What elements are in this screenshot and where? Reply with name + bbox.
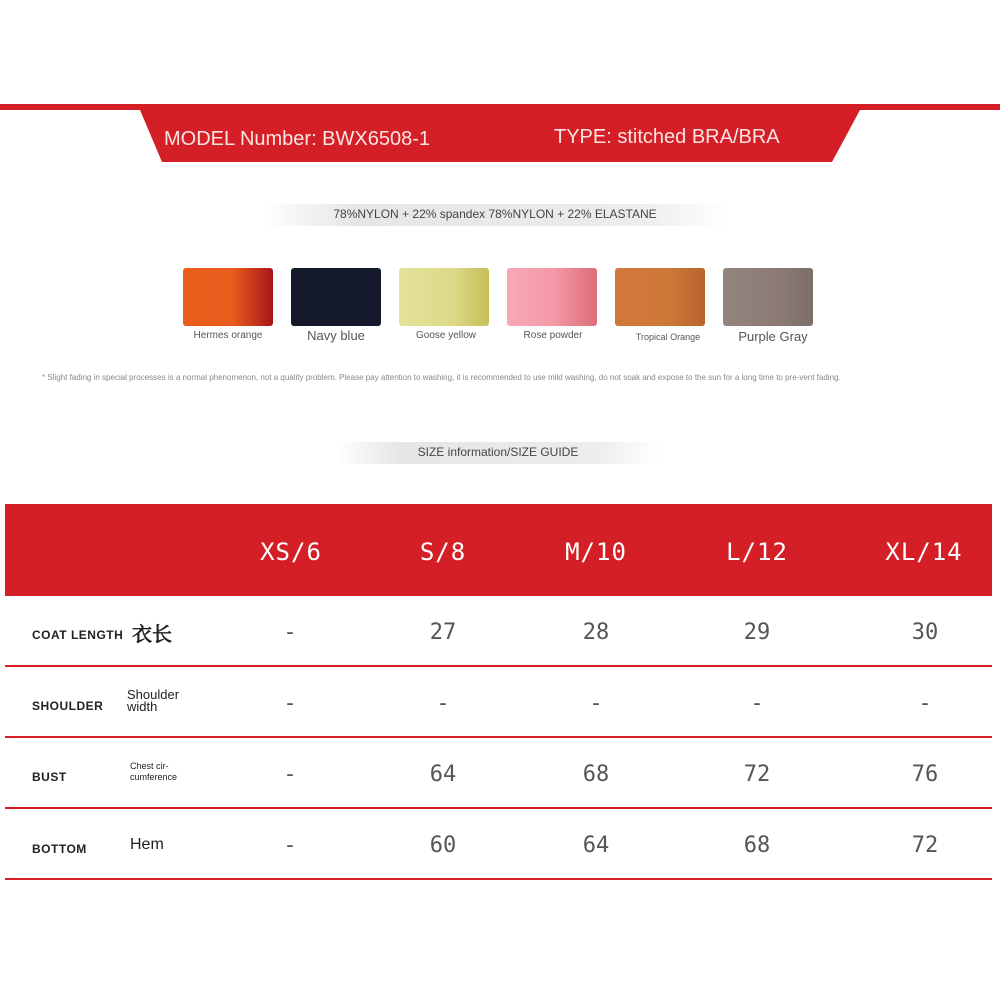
swatch-label-purple-gray: Purple Gray (738, 329, 808, 344)
cell-shoulder-m: - (589, 691, 603, 716)
size-guide-bar (336, 442, 660, 464)
row-sub-shoulder: Shoulder width (127, 687, 180, 714)
product-type: TYPE: stitched BRA/BRA (554, 126, 780, 148)
cell-shoulder-s: - (436, 691, 450, 716)
col-header-m: M/10 (565, 538, 627, 566)
col-header-xl: XL/14 (885, 538, 963, 566)
cell-shoulder-xs: - (283, 691, 297, 716)
row-label-shoulder: SHOULDER (32, 699, 104, 713)
row-divider (5, 878, 992, 880)
cell-coat-length-m: 28 (582, 620, 610, 645)
cell-bust-l: 72 (743, 762, 771, 787)
cell-bust-m: 68 (582, 762, 610, 787)
row-divider (5, 807, 992, 809)
swatch-navy-blue (291, 268, 381, 326)
row-sub-bottom: Hem (130, 836, 164, 853)
cell-bust-xs: - (283, 762, 297, 787)
cell-bottom-l: 68 (743, 833, 771, 858)
cell-bust-xl: 76 (911, 762, 939, 787)
cell-bottom-m: 64 (582, 833, 610, 858)
corner-mark-right: ˏ (906, 100, 910, 111)
col-header-l: L/12 (726, 538, 788, 566)
swatch-rose-powder (507, 268, 597, 326)
swatch-tropical-orange (615, 268, 705, 326)
col-header-s: S/8 (419, 538, 467, 566)
row-label-bust: BUST (32, 770, 67, 784)
swatch-goose-yellow (399, 268, 489, 326)
fabric-composition-bar (262, 204, 728, 226)
swatch-purple-gray (723, 268, 813, 326)
cell-bottom-s: 60 (429, 833, 457, 858)
fabric-composition: 78%NYLON + 22% spandex 78%NYLON + 22% ELASTANE (333, 207, 657, 221)
swatch-label-navy-blue: Navy blue (307, 328, 365, 343)
swatch-hermes-orange (183, 268, 273, 326)
cell-bottom-xl: 72 (911, 833, 939, 858)
row-divider (5, 736, 992, 738)
model-number: MODEL Number: BWX6508-1 (164, 128, 431, 150)
cell-shoulder-xl: - (918, 691, 932, 716)
swatch-label-goose-yellow: Goose yellow (415, 330, 477, 341)
row-label-coat-length: COAT LENGTH (32, 628, 124, 642)
swatch-label-rose-powder: Rose powder (523, 330, 583, 341)
swatch-label-tropical-orange: Tropical Orange (635, 332, 701, 342)
swatch-label-hermes-orange: Hermes orange (193, 330, 263, 341)
cell-shoulder-l: - (750, 691, 764, 716)
size-table-header (5, 504, 992, 596)
cell-coat-length-s: 27 (429, 620, 457, 645)
row-sub-coat-length: 衣长 (132, 622, 172, 646)
cell-bust-s: 64 (429, 762, 457, 787)
care-note: * Slight fading in special processes is a normal phenomenon, not a quality problem. Please pay attention to washing, it is recommended to use mild washing, do not soak and expose to the sun for a long time to pre-vent fading. (42, 373, 841, 382)
header-banner (140, 110, 860, 162)
size-guide-title: SIZE information/SIZE GUIDE (417, 445, 579, 459)
col-header-xs: XS/6 (260, 538, 322, 566)
cell-coat-length-xs: - (283, 620, 297, 645)
row-label-bottom: BOTTOM (32, 842, 87, 856)
cell-coat-length-l: 29 (743, 620, 771, 645)
row-divider (5, 665, 992, 667)
cell-bottom-xs: - (283, 833, 297, 858)
cell-coat-length-xl: 30 (911, 620, 939, 645)
row-sub-bust: Chest cir-cumference (130, 761, 178, 782)
corner-mark-left: ˎ (84, 100, 88, 111)
